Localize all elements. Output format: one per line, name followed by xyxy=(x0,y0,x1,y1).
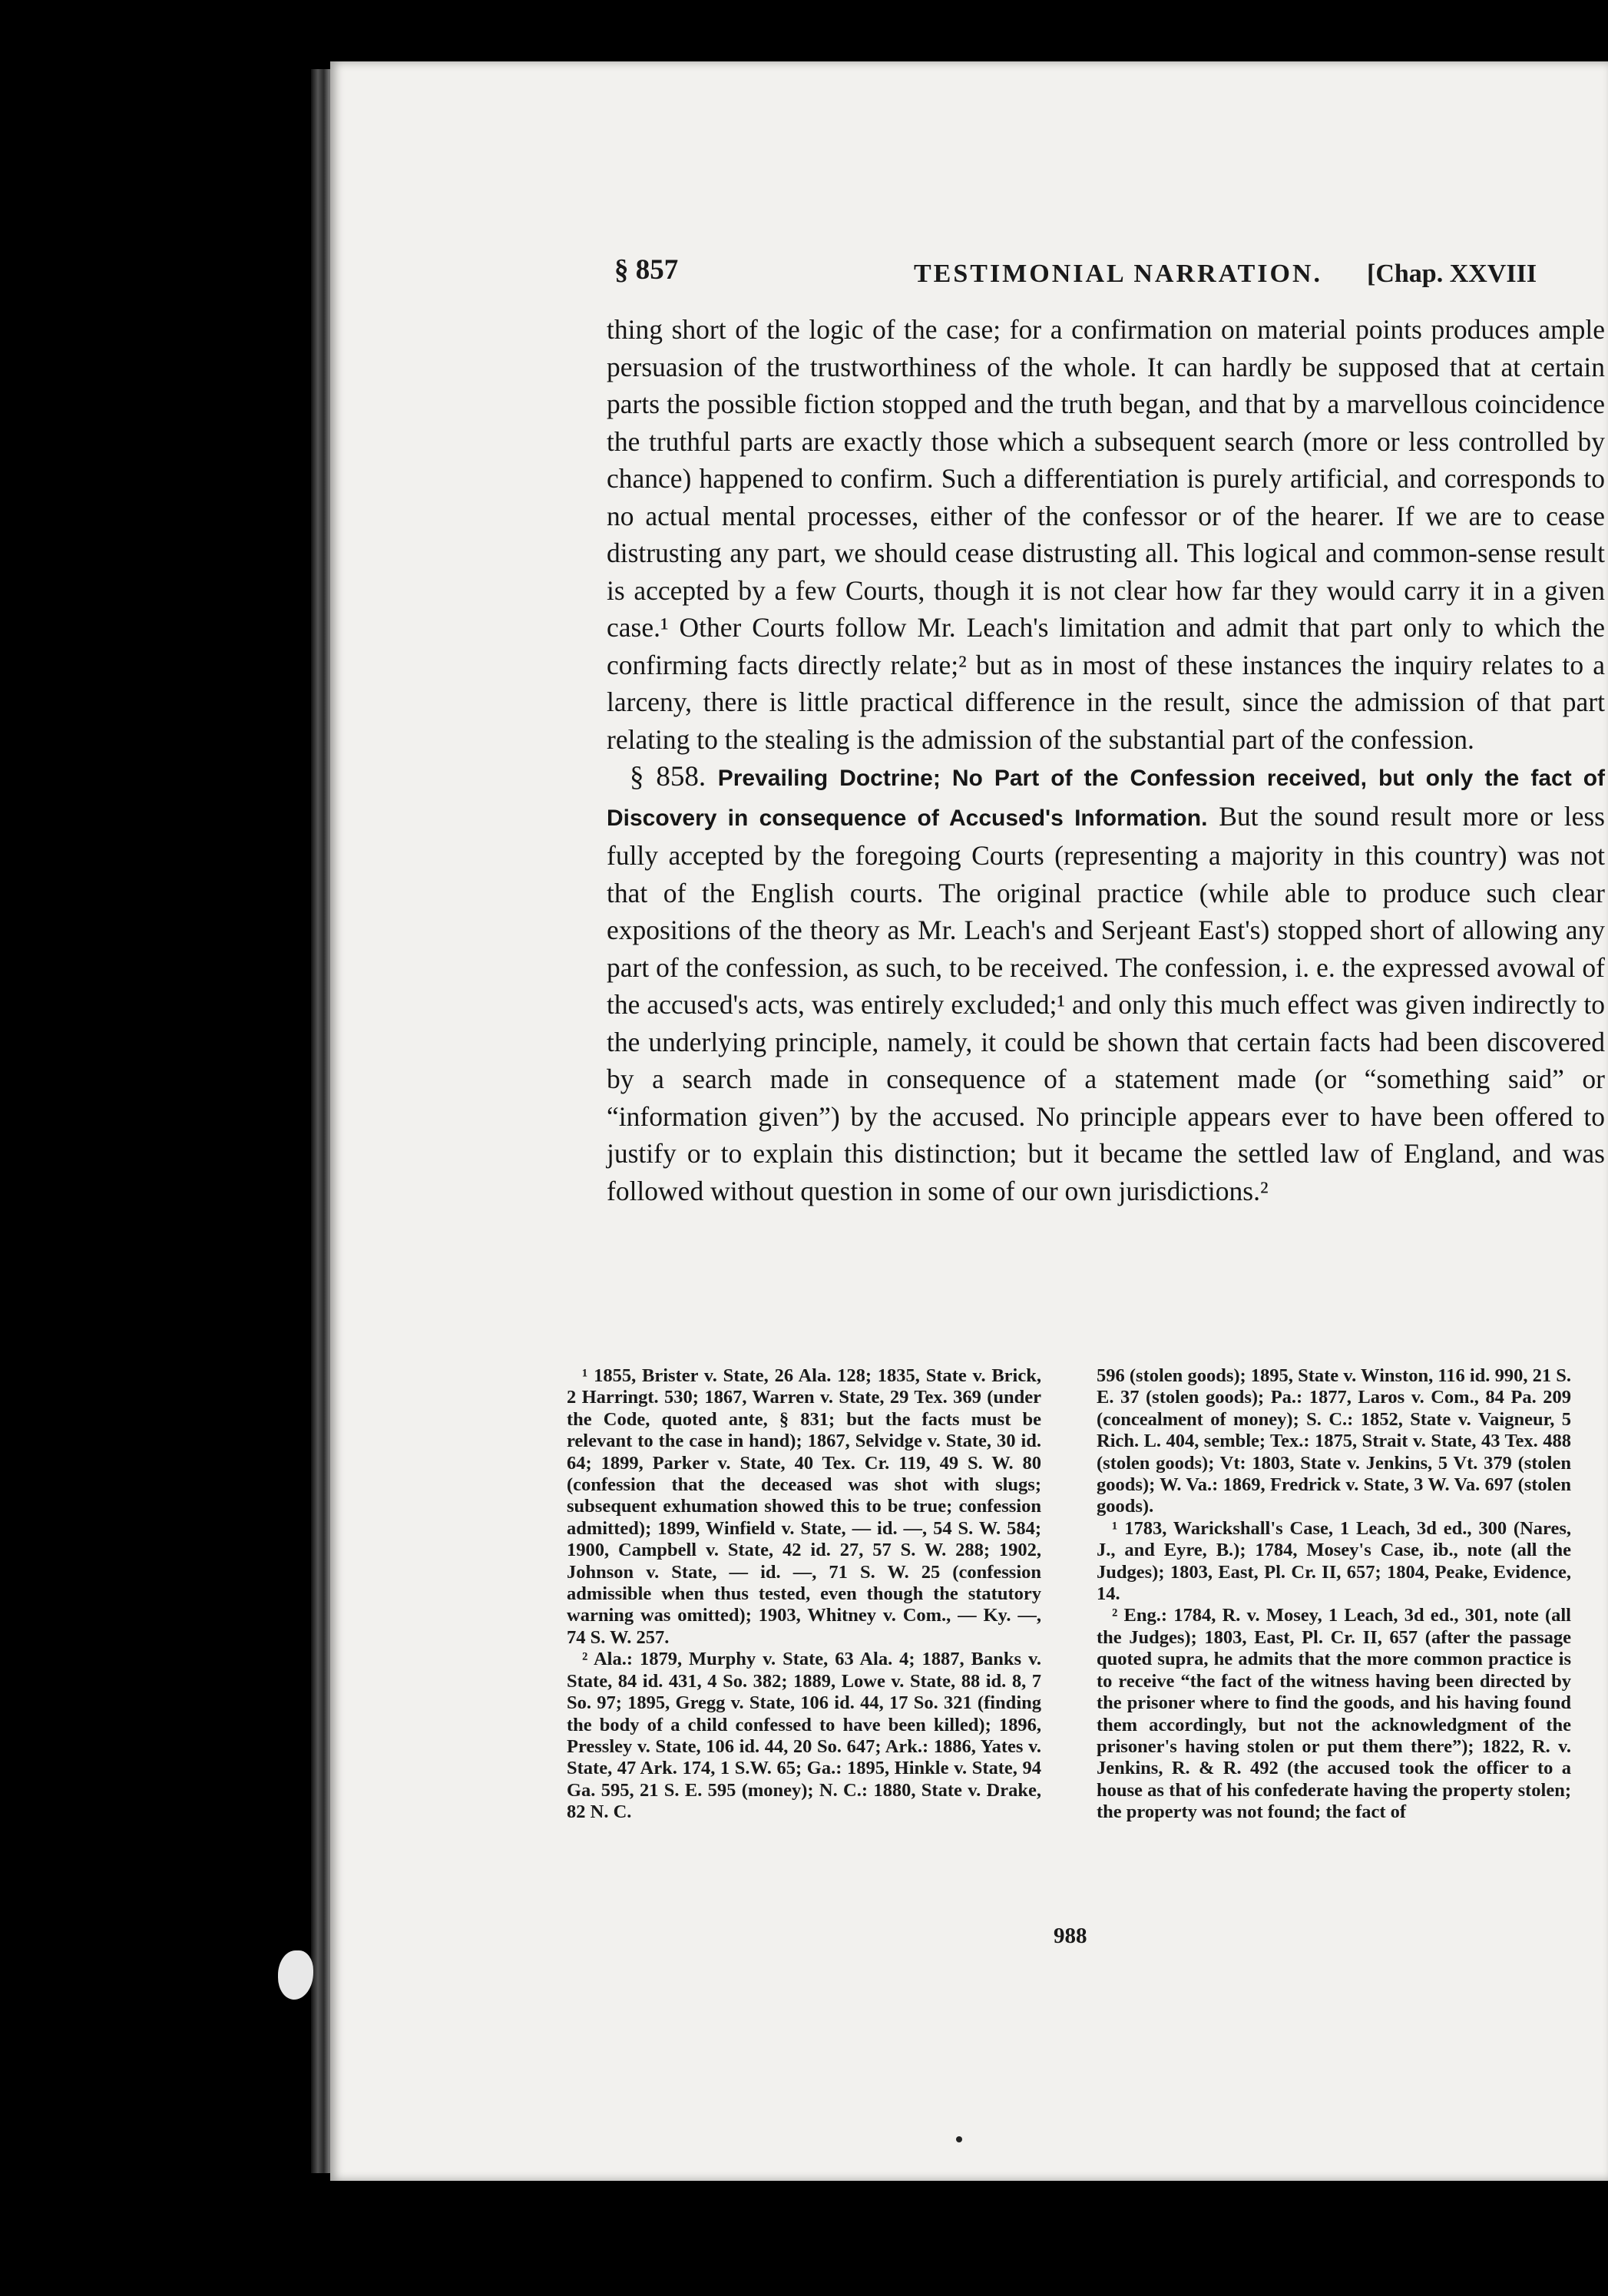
section-858-text: But the sound result more or less fully accepted by the foregoing Courts (representing a majority in this country) was not that of the English courts. The original practice (while able to produce such clear expositions of the theory as Mr. Leach's and Serjeant East's) stopped short of allowing any part of the confession, as such, to be received. The confession, i. e. the expressed avowal of the accused's acts, was entirely excluded;¹ and only this much effect was given indirectly to the underlying principle, namely, it could be shown that certain facts had been discovered by a search made in consequence of a statement made (or “something said” or “information given”) by the accused. No principle appears ever to have been offered to justify or to explain this distinction; but it became the settled law of England, and was followed without question in some of our own jurisdictions.² xyxy=(607,800,1605,1206)
footnotes-left-column xyxy=(567,1365,1041,1824)
section-858-number: § 858. xyxy=(630,761,706,792)
header-chapter: [Chap. XXVIII xyxy=(1367,260,1537,288)
header-title: TESTIMONIAL NARRATION. xyxy=(914,260,1323,288)
footnote: ¹ 1855, Brister v. State, 26 Ala. 128; 1835, State v. Brick, 2 Harringt. 530; 1867, Warren v. State, 29 Tex. 369 (under the Code, quoted ante, § 831; but the facts must be relevant to the case in hand); 1867, Selvidge v. State, 30 id. 64; 1899, Parker v. State, 40 Tex. Cr. 119, 49 S. W. 80 (confession that the deceased was shot with slugs; subsequent exhumation showed this to be true; confession admitted); 1899, Winfield v. State, — id. —, 54 S. W. 584; 1900, Campbell v. State, 42 id. 27, 57 S. W. 288; 1902, Johnson v. State, — id. —, 71 S. W. 25 (confession admissible when thus tested, even though the statutory warning was omitted); 1903, Whitney v. Com., — Ky. —, 74 S. W. 257. xyxy=(567,1365,1041,1648)
paragraph-continued: thing short of the logic of the case; for a confirmation on material points produces ample persuasion of the trustworthiness of the whole. It can hardly be supposed that at certain parts the possible fiction stopped and the truth began, and that by a marvellous coincidence the truthful parts are exactly those which a subsequent search (more or less controlled by chance) happened to confirm. Such a differentiation is purely artificial, and corresponds to no actual mental processes, either of the confessor or of the hearer. If we are to cease distrusting any part, we should cease distrusting all. This logical and common-sense result is accepted by a few Courts, though it is not clear how far they would carry it in a given case.¹ Other Courts follow Mr. Leach's limitation and admit that part only to which the confirming facts directly relate;² but as in most of these instances the inquiry relates to a larceny, there is little practical difference in the result, since the admission of that part relating to the stealing is the admission of the substantial part of the confession. xyxy=(607,314,1605,755)
footnotes-right-column xyxy=(1097,1365,1571,1824)
footnote: ² Ala.: 1879, Murphy v. State, 63 Ala. 4; 1887, Banks v. State, 84 id. 431, 4 So. 382; 1889, Lowe v. State, 88 id. 8, 7 So. 97; 1895, Gregg v. State, 106 id. 44, 17 So. 321 (finding the body of a child confessed to have been killed); 1896, Pressley v. State, 106 id. 44, 20 So. 647; Ark.: 1886, Yates v. State, 47 Ark. 174, 1 S.W. 65; Ga.: 1895, Hinkle v. State, 94 Ga. 595, 21 S. E. 595 (money); N. C.: 1880, State v. Drake, 82 N. C. xyxy=(567,1649,1041,1823)
footnote: 596 (stolen goods); 1895, State v. Winston, 116 id. 990, 21 S. E. 37 (stolen goods); Pa.: 1877, Laros v. Com., 84 Pa. 209 (concealment of money); S. C.: 1852, State v. Vaigneur, 5 Rich. L. 404, semble; Tex.: 1875, Strait v. State, 43 Tex. 488 (stolen goods); Vt: 1803, State v. Jenkins, 5 Vt. 379 (stolen goods); W. Va.: 1869, Fredrick v. State, 3 W. Va. 697 (stolen goods). xyxy=(1097,1365,1571,1517)
section-858 xyxy=(607,758,1605,1209)
scan-bottom-margin xyxy=(0,2181,1608,2296)
footnote: ¹ 1783, Warickshall's Case, 1 Leach, 3d ed., 300 (Nares, J., and Eyre, B.); 1784, Mosey's Case, ib., note (all the Judges); 1803, East, Pl. Cr. II, 657; 1804, Peake, Evidence, 14. xyxy=(1097,1517,1571,1605)
section-858-heading: Prevailing Doctrine; No Part of the Confession received, but only the fact of Discovery in consequence of Accused's Information. xyxy=(607,766,1606,831)
scan-background xyxy=(0,0,307,2296)
page-number: 988 xyxy=(1054,1924,1087,1948)
header-section-number: § 857 xyxy=(614,254,679,286)
ink-dot xyxy=(956,2136,962,2142)
running-header xyxy=(614,253,1608,299)
footnote: ² Eng.: 1784, R. v. Mosey, 1 Leach, 3d ed., 301, note (all the Judges); 1803, East, Pl. Cr. II, 657 (after the passage quoted supra, he admits that the more common practice is to receive “the fact of the witness having been directed by the prisoner where to find the goods, and his having found them accordingly, but not the acknowledgment of the prisoner's having stolen or put them there”); 1822, R. v. Jenkins, R. & R. 492 (the accused took the officer to a house as that of his confederate having the property stolen; the property was not found; the fact of xyxy=(1097,1605,1571,1823)
scan-smudge xyxy=(278,1950,313,2000)
main-text xyxy=(607,311,1605,1209)
